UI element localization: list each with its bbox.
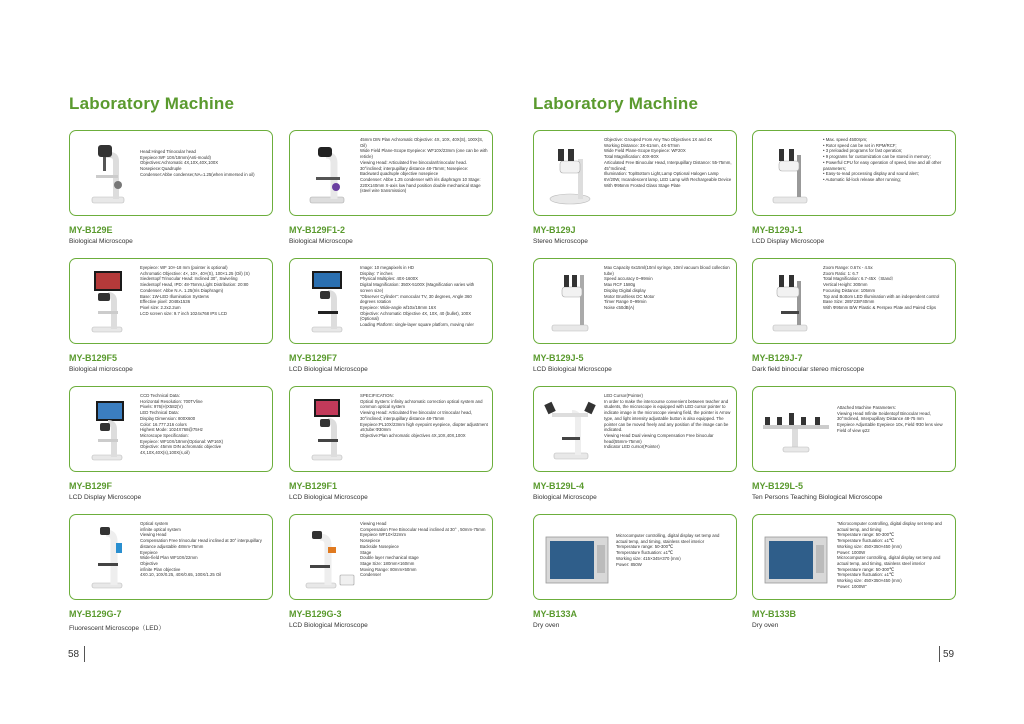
product-spec: Eyepiece: WF 10×-18 mm (pointer is optional) Achromatic Objective: 4×, 10×, 40×(S), 100×1.25 (Oil) (S) Siedentopf Trinocular Head: Inclined 30°, Swiveling Siedentopf Head, IPD: 48-75mm,Light Distribution: 20:80 Condenser: Abbe N.A. 1.25(Iris Diaphragm) Base: 1W-LED Illumination Systems Effective pixel: 2048x1536 Pixel size: 2.2x2.2um LCD screen size: 9.7 inch 1024x768 IPS LCD <box>140 265 250 316</box>
product-card <box>69 386 273 472</box>
product-spec: "Microcomputer controlling, digital display set temp and actual temp, and timing Temperature range: 50-300℃ Temperature fluctuation: ±1℃ Working size: 450×350×450 (mm) Power: 1000W Microcomputer controlling, digital display set temp and actual temp, and timing, stainless steel interior Temperature range: 50-300℃ Temperature fluctuation: ±1℃ Working size: 450×350×450 (mm) Power: 1000W" <box>837 521 942 589</box>
product-spec: • Max. speed 4500rpm; • Rotor speed can be set in RPM/RCF; • 3 preloaded programs for fast operation; • 9 programs for customization can be stored in memory; • Powerful CPU for easy operation of speed, time and all other parameters; • Easy-to-read processing display and sound alert; • Automatic lid-lock release after running; <box>823 137 942 182</box>
product-spec: LED Cursor(Pointer) In order to make the intercourse convenient between teacher and students, the microscope is equipped with LED cursor pointer to indicate image in the microscope viewing field, the pointer is Arrow type, and light intensity adjustable button is also equipped. The pointer can be moved freely and any position of the image can be indicated. Viewing Head Dual viewing Compensation Free binocular head(55mm-75mm) Indicator LED cursor(Pointer) <box>604 393 731 450</box>
product-card <box>752 514 956 600</box>
page-number: 59 <box>943 649 955 660</box>
teaching-microscope-image <box>761 395 831 463</box>
product-description: Stereo Microscope <box>533 238 588 245</box>
microscope-image <box>298 395 356 463</box>
product-model: MY-B129J-5 <box>533 353 584 363</box>
product-spec: Head:Hinged Trinocular head Eyepiece:WF 10X/18mm(Anti-mould) Objectives:Achromatic 4X,10X,40X,100X Nosepiece:Quadruple Condenser:Abbe condenser,NA=1.25(when immersed in oil) <box>140 149 255 177</box>
microscope-image <box>78 139 136 207</box>
product-spec: Attached Machine Parameters: Viewing Head Infinite Seidentopf Binocular Head, 30°Inclined, Interpupillary Distance 48-75 mm Eyepiece Adjustable Eyepiece 10x, Field Φ30 lens view Field of view φ22 <box>837 405 943 433</box>
product-description: LCD Display Microscope <box>69 494 142 501</box>
product-model: MY-B129L-4 <box>533 481 585 491</box>
product-spec: Zoom Range: 0.67x - 4.5x Zoom Ratio: 1: 6.7 Total Magnification: 6.7-45X（Stand） Vertical Height: 300mm Focusing Distance: 105mm Top and Bottom LED Illumination with an independent control Base Size: 285*238*40mm With Φ95mm B/W Plastic & Perspex Plate and Paired Clips <box>823 265 940 310</box>
microscope-image <box>761 267 819 335</box>
product-model: MY-B133A <box>533 609 578 619</box>
product-card <box>533 514 737 600</box>
product-model: MY-B129J-1 <box>752 225 803 235</box>
product-model: MY-B129F7 <box>289 353 338 363</box>
product-card <box>533 258 737 344</box>
microscope-image <box>542 395 600 463</box>
product-card <box>69 258 273 344</box>
product-description: Biological microscope <box>69 366 133 373</box>
product-card <box>69 130 273 216</box>
product-description: LCD Biological Microscope <box>289 366 368 373</box>
microscope-image <box>298 267 356 335</box>
product-description: Biological Microscope <box>69 238 133 245</box>
product-description: LCD Biological Microscope <box>289 494 368 501</box>
page-number-divider <box>939 646 940 662</box>
page-title: Laboratory Machine <box>69 94 235 113</box>
product-model: MY-B129J-7 <box>752 353 803 363</box>
microscope-image <box>542 267 600 335</box>
microscope-image <box>761 139 819 207</box>
product-spec: Optical system infinite optical system Viewing Head Compensation Free trinocular Head inclined at 30° interpupillary distance adjustable 48mm-75mm Eyepiece Wide-field Plan WF10X/22mm Objective infinite Plan objective 4X0.10, 10X/0.25, 40X/0.65, 100X/1.25 Oil <box>140 521 262 578</box>
product-spec: Objective: Grouped From Any Two Objectives 1X and 4X Working Distance: 3X-61mm, 4X-57mm Wide Field Plane-Scope Eyepiece: WF20X Total Magnification: 40X-80X Articulated Free Binocular Head, Interpupillary Distance: 55-75mm, 45°Inclined; Illumination: Top/Bottom Light,Lamp Optional Halogen Lamp 6V/20W, Incandescent lamp, LED Lamp with Rechargeable Device With Φ95mm Frosted Glass Stage Plate <box>604 137 732 188</box>
microscope-image <box>78 523 136 591</box>
product-model: MY-B129F1 <box>289 481 338 491</box>
product-description: LCD Biological Microscope <box>533 366 612 373</box>
microscope-image <box>298 139 356 207</box>
dry-oven-image <box>542 523 612 591</box>
product-description: Dry oven <box>752 622 779 629</box>
product-model: MY-B129J <box>533 225 576 235</box>
product-model: MY-B129G-7 <box>69 609 122 619</box>
product-spec: 45mm DIN Plan Achromatic Objective: 4X, 10X, 40X(S), 100X(S, Oil) Wide Field Plane-Scope Eyepiece: WF10X/23mm (one can be with reticle) Viewing Head: Articulated free binocular/trinocular head. 30°inclined; interpupillary distance 48-75mm; Nosepiece: Backward quadruple objective nosepiece Condenser: Abbe 1.25 condenser with iris diaphragm 10 Stage: 220X140mm X-axis low hand position double mechanical stage (steel wire transmission) <box>360 137 488 194</box>
product-description: Biological Microscope <box>533 494 597 501</box>
product-card <box>752 386 956 472</box>
product-spec: Image: 10 megapixels in HD Display: 7 inches Physical Multiples: 40X-1600X Digital Magnification: 350X-5100X (Magnification varies with screen size) "Observer Cylinder": monocular TV, 30 degrees, Angle 360 degrees rotation Eyepiece: Wide-angle wf10x/18mm 16X Objective: Achromatic Objective 4X, 10X, 40 (bullet), 100X (Optional) Loading Platform: single-layer square platform, moving ruler <box>360 265 475 328</box>
product-model: MY-B129G-3 <box>289 609 342 619</box>
product-card <box>289 130 493 216</box>
product-card <box>289 514 493 600</box>
product-spec: CCD Technical Data: Horizontal Resolution: 700TVline Pixels: 976(H)X582(V) LED Technical Data: Display Dimension: 800X600 Color: 16.777.216 colors Highest Mode: 1024X768@75Hz Microscope Specification: Eyepiece: WF10X/18mm(Optional: WF16X) Objective: 45mm DIN achromatic objective 4X,10X,40X(s),100X(s,oil) <box>140 393 224 456</box>
product-description: Ten Persons Teaching Biological Microscope <box>752 494 883 501</box>
product-model: MY-B129L-5 <box>752 481 804 491</box>
product-model: MY-B129E <box>69 225 113 235</box>
microscope-image <box>542 139 600 207</box>
product-model: MY-B129F1-2 <box>289 225 346 235</box>
product-description: LCD Biological Microscope <box>289 622 368 629</box>
product-spec: Max Capacity 6x15ml(10ml syringe, 10ml vacuum blood collection tube) Speed accuracy 0~99min Max RCF 1580g Display Digital display Motor Brushless DC Motor Timer Range 0~99min Noise ≤50dB(A) <box>604 265 730 310</box>
product-description: Fluorescent Microscope（LED） <box>69 625 166 632</box>
product-card <box>289 258 493 344</box>
page-number: 58 <box>68 649 80 660</box>
catalog-page-59 <box>512 0 1024 724</box>
product-spec: Viewing Head Compensation Free Binocular Head inclined at 30° , 50mm-75mm Eyepiece WF10×/22mm Nosepiece Backside Nosepiece Stage Double layer mechanical stage Stage Size: 180mm×160mm Moving Range: 80mm×50mm Condenser <box>360 521 486 578</box>
product-card <box>289 386 493 472</box>
microscope-image <box>78 395 136 463</box>
product-card <box>752 130 956 216</box>
product-description: Biological Microscope <box>289 238 353 245</box>
dry-oven-image <box>761 523 831 591</box>
product-description: Dark field binocular stereo microscope <box>752 366 865 373</box>
product-card <box>533 130 737 216</box>
product-model: MY-B129F <box>69 481 113 491</box>
product-model: MY-B133B <box>752 609 797 619</box>
microscope-image <box>78 267 136 335</box>
microscope-image <box>298 523 356 591</box>
product-description: LCD Display Microscope <box>752 238 825 245</box>
product-card <box>533 386 737 472</box>
product-spec: Microcomputer controlling, digital display set temp and actual temp, and timing, stainless steel interior Temperature range: 50-300℃ Temperature fluctuation: ±1℃ Working size: 415×345×370 (mm) Power: 850W <box>616 533 720 567</box>
page-title: Laboratory Machine <box>533 94 699 113</box>
product-model: MY-B129F5 <box>69 353 118 363</box>
product-spec: SPECIFICATION: Optical System: infinity achromatic correction optical system and common optical system Viewing Head: Articulated free binocular or trinocular head, 30°inclined; interpupillary distance 48-75mm Eyepiece:PL10X/23mm high eyepoint eyepiece, diopter adjustment ±5;tube:Φ30mm Objective:Plan achromatic objectives 4X,10X,40X,100X <box>360 393 488 438</box>
product-card <box>752 258 956 344</box>
page-number-divider <box>84 646 85 662</box>
product-card <box>69 514 273 600</box>
product-description: Dry oven <box>533 622 560 629</box>
